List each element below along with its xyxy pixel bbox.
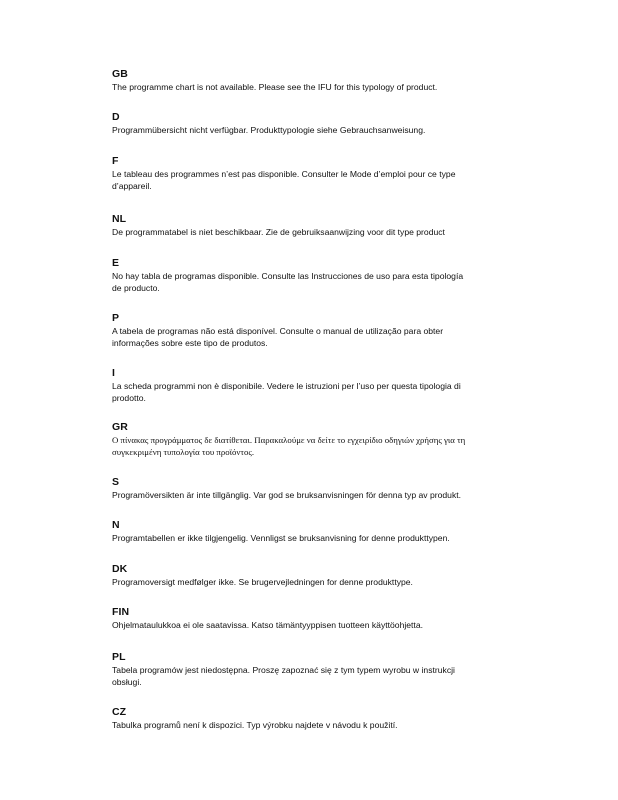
section-gr (112, 421, 512, 458)
section-e (112, 257, 512, 294)
notice-text: Tabela programów jest niedostępna. Proszę zapoznać się z tym typem wyrobu w instrukcji obsługi. (112, 665, 455, 687)
notice-text: Programtabellen er ikke tilgjengelig. Vennligst se bruksanvisning for denne produkttypen. (112, 533, 450, 543)
language-code: I (112, 367, 116, 379)
language-code: CZ (112, 706, 127, 718)
language-code: P (112, 312, 120, 324)
language-code: D (112, 111, 120, 123)
section-f (112, 155, 512, 192)
section-p (112, 312, 512, 349)
notice-text: Le tableau des programmes n’est pas disponible. Consulter le Mode d’emploi pour ce type d’appareil. (112, 169, 456, 191)
notice-text: De programmatabel is niet beschikbaar. Zie de gebruiksaanwijzing voor dit type product (112, 227, 445, 237)
notice-text: Programoversigt medfølger ikke. Se brugervejledningen for denne produkttype. (112, 577, 413, 587)
section-pl (112, 651, 512, 688)
language-code: GR (112, 421, 128, 433)
language-code: PL (112, 651, 126, 663)
language-code: S (112, 476, 120, 488)
notice-text: Programmübersicht nicht verfügbar. Produkttypologie siehe Gebrauchsanweisung. (112, 125, 426, 135)
language-code: GB (112, 68, 128, 80)
section-gb (112, 68, 512, 93)
section-nl (112, 213, 512, 238)
section-fin (112, 606, 512, 631)
language-code: F (112, 155, 119, 167)
language-code: E (112, 257, 120, 269)
section-s (112, 476, 512, 501)
language-code: N (112, 519, 120, 531)
section-cz (112, 706, 512, 731)
notice-text: A tabela de programas não está disponível. Consulte o manual de utilização para obter informações sobre este tipo de produtos. (112, 326, 444, 348)
language-code: DK (112, 563, 128, 575)
language-code: NL (112, 213, 127, 225)
notice-text: Ohjelmataulukkoa ei ole saatavissa. Katso tämäntyyppisen tuotteen käyttöohjetta. (112, 620, 423, 630)
notice-text: La scheda programmi non è disponibile. Vedere le istruzioni per l’uso per questa tipologia di prodotto. (112, 381, 461, 403)
notice-text: Tabulka programů není k dispozici. Typ výrobku najdete v návodu k použití. (112, 720, 398, 730)
section-dk (112, 563, 512, 588)
notice-text: No hay tabla de programas disponible. Consulte las Instrucciones de uso para esta tipología de producto. (112, 271, 464, 293)
section-n (112, 519, 512, 544)
notice-text: Programöversikten är inte tillgänglig. Var god se bruksanvisningen för denna typ av produkt. (112, 490, 462, 500)
section-d (112, 111, 512, 136)
notice-text: The programme chart is not available. Please see the IFU for this typology of product. (112, 82, 438, 92)
section-i (112, 367, 512, 404)
notice-text: Ο πίνακας προγράμματος δε διατίθεται. Παρακαλούμε να δείτε το εγχειρίδιο οδηγιών χρήσης για τη συγκεκριμένη τυπολογία του προϊόντος. (112, 435, 466, 457)
language-code: FIN (112, 606, 130, 618)
